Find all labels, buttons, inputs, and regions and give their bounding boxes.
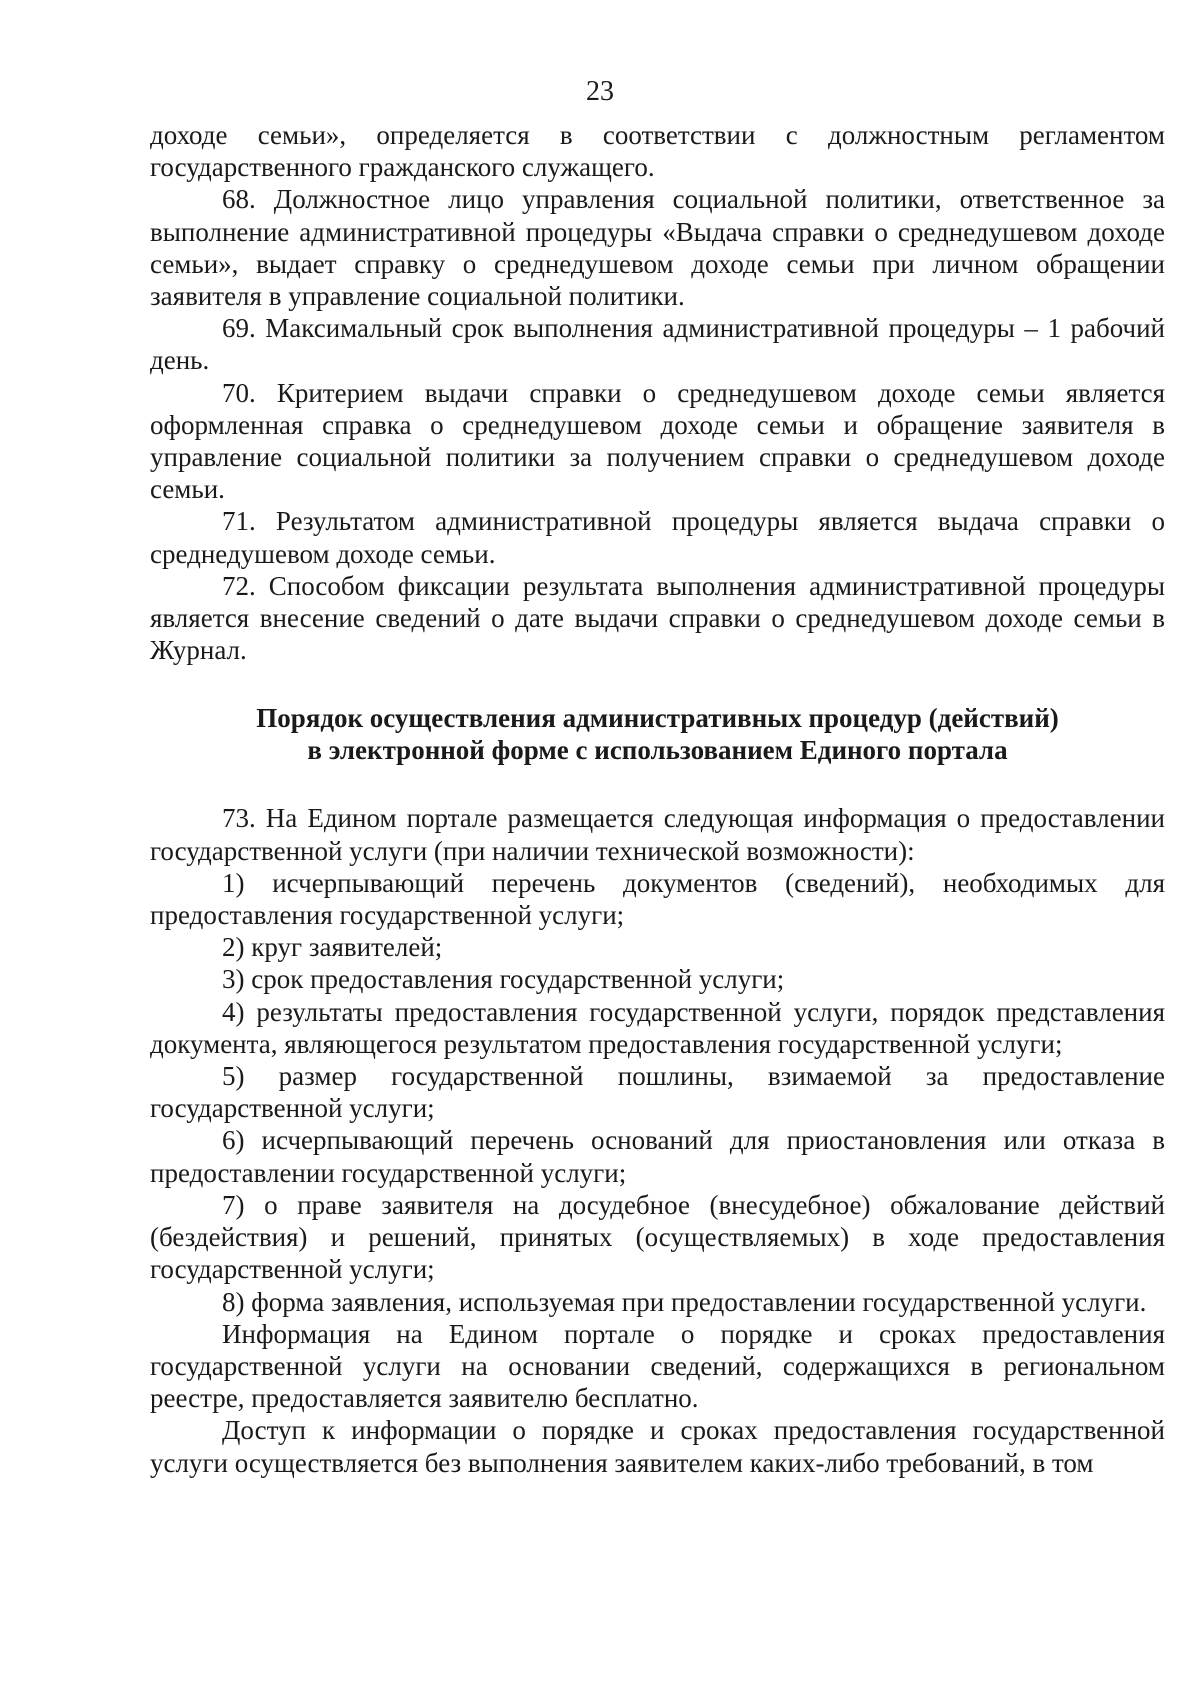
- paragraph-info-free: Информация на Едином портале о порядке и сроках предоставления государственной услуги на основании сведений, содержащихся в региональном реестре, предоставляется заявителю бесплатно.: [150, 1318, 1165, 1414]
- paragraph-info-access: Доступ к информации о порядке и сроках предоставления государственной услуги осуществляется без выполнения заявителем каких-либо требований, в том: [150, 1415, 1165, 1478]
- list-item-3: 3) срок предоставления государственной услуги;: [222, 964, 785, 995]
- paragraph-68: 68. Должностное лицо управления социальной политики, ответственное за выполнение административной процедуры «Выдача справки о среднедушевом доходе семьи», выдает справку о среднедушевом доходе семьи при личном обращении заявителя в управление социальной политики.: [150, 184, 1165, 312]
- list-item-8: 8) форма заявления, используемая при предоставлении государственной услуги.: [222, 1286, 1147, 1317]
- list-item-2: 2) круг заявителей;: [222, 932, 443, 963]
- section-heading: [150, 702, 1165, 766]
- section-heading-line-2: в электронной форме с использованием Единого портала: [307, 735, 1008, 766]
- paragraph-continuation: доходе семьи», определяется в соответствии с должностным регламентом государственного гражданского служащего.: [150, 120, 1165, 183]
- paragraph-69: 69. Максимальный срок выполнения административной процедуры – 1 рабочий день.: [150, 313, 1165, 376]
- paragraph-73: 73. На Едином портале размещается следующая информация о предоставлении государственной услуги (при наличии технической возможности):: [150, 803, 1165, 866]
- paragraph-71: 71. Результатом административной процедуры является выдача справки о среднедушевом доходе семьи.: [150, 506, 1165, 569]
- list-item-1: 1) исчерпывающий перечень документов (сведений), необходимых для предоставления государственной услуги;: [150, 867, 1165, 931]
- document-body: [150, 119, 1165, 1479]
- list-item-4: 4) результаты предоставления государственной услуги, порядок представления документа, являющегося результатом предоставления государственной услуги;: [150, 996, 1165, 1059]
- paragraph-70: 70. Критерием выдачи справки о среднедушевом доходе семьи является оформленная справка о среднедушевом доходе семьи и обращение заявителя в управление социальной политики за получением справки о среднедушевом доходе семьи.: [150, 377, 1165, 505]
- paragraph-72: 72. Способом фиксации результата выполнения административной процедуры является внесение сведений о дате выдачи справки о среднедушевом доходе семьи в Журнал.: [150, 570, 1165, 666]
- list-item-7: 7) о праве заявителя на досудебное (внесудебное) обжалование действий (бездействия) и решений, принятых (осуществляемых) в ходе предоставления государственной услуги;: [150, 1189, 1165, 1285]
- page-number: 23: [586, 76, 614, 107]
- list-item-6: 6) исчерпывающий перечень оснований для приостановления или отказа в предоставлении государственной услуги;: [150, 1125, 1165, 1188]
- list-item-5: 5) размер государственной пошлины, взимаемой за предоставление государственной услуги;: [150, 1061, 1165, 1124]
- section-heading-line-1: Порядок осуществления административных процедур (действий): [256, 703, 1059, 734]
